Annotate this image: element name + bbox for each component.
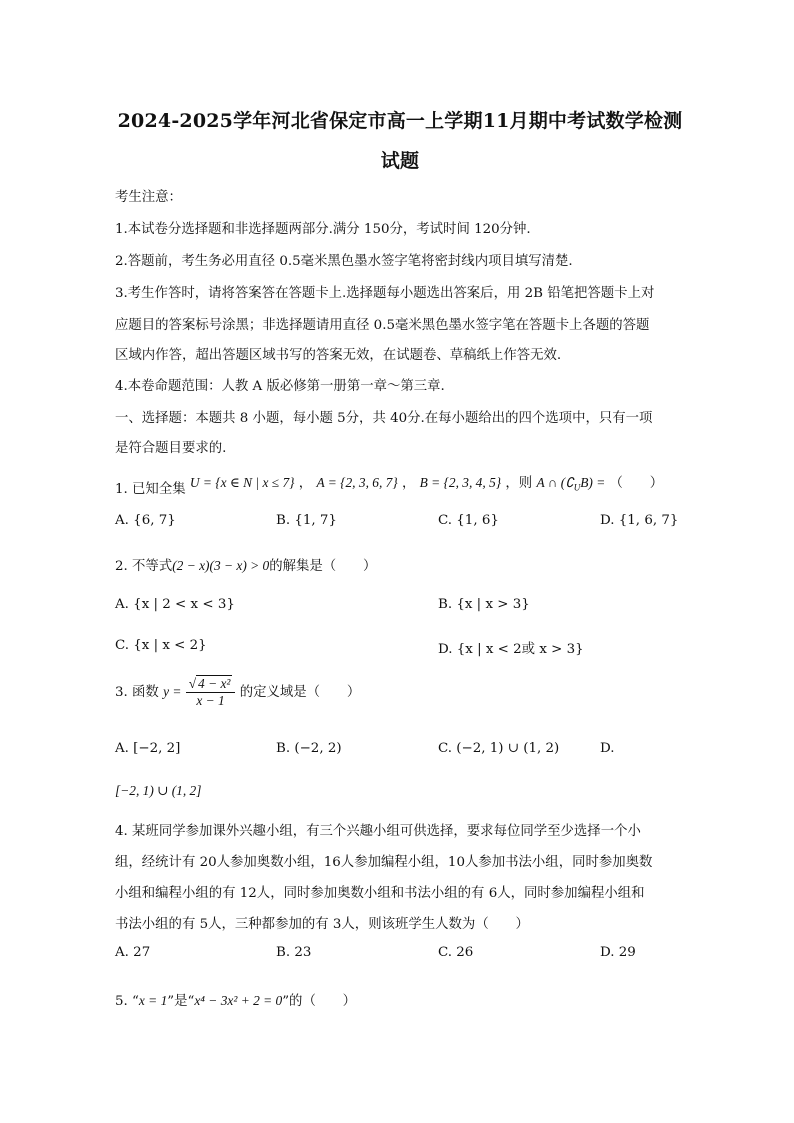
q1-set-b: B = {2, 3, 4, 5} bbox=[419, 475, 502, 490]
q2-prefix: 2. 不等式 bbox=[115, 559, 173, 574]
q1-option-c: C. {1, 6} bbox=[438, 513, 499, 528]
q3-option-a: A. [−2, 2] bbox=[115, 741, 181, 756]
q3-numerator: √ 4 − x² bbox=[186, 676, 236, 693]
q2-suffix: 的解集是（ ） bbox=[269, 559, 377, 574]
question-5 bbox=[115, 990, 356, 1009]
q1-universal-set: U = {x ∈ N | x ≤ 7} bbox=[189, 475, 295, 490]
q3-y: y = bbox=[163, 684, 182, 699]
q5-suffix: ”的（ ） bbox=[282, 994, 357, 1009]
q4-option-d: D. 29 bbox=[600, 945, 636, 960]
q3-suffix: 的定义域是（ ） bbox=[239, 685, 361, 700]
q1-option-d: D. {1, 6, 7} bbox=[600, 513, 679, 528]
q1-expression: A ∩ (∁ bbox=[536, 475, 574, 490]
q1-option-a: A. {6, 7} bbox=[115, 513, 176, 528]
note-1: 1.本试卷分选择题和非选择题两部分.满分 150分，考试时间 120分钟. bbox=[115, 222, 531, 237]
note-3: 3.考生作答时，请将答案答在答题卡上.选择题每小题选出答案后，用 2B 铅笔把答题卡上对 bbox=[115, 286, 655, 301]
q3-option-b: B. (−2, 2) bbox=[276, 741, 342, 756]
q2-option-a: A. {x | 2 < x < 3} bbox=[115, 597, 235, 612]
question-4-line2: 组，经统计有 20人参加奥数小组，16人参加编程小组，10人参加书法小组，同时参加奥数 bbox=[115, 855, 653, 870]
note-4: 4.本卷命题范围：人教 A 版必修第一册第一章～第三章. bbox=[115, 379, 445, 394]
note-3-cont2: 区域内作答，超出答题区域书写的答案无效，在试题卷、草稿纸上作答无效. bbox=[115, 348, 562, 363]
q3-radicand: 4 − x² bbox=[198, 676, 231, 691]
note-3-cont: 应题目的答案标号涂黑；非选择题请用直径 0.5毫米黑色墨水签字笔在答题卡上各题的答题 bbox=[115, 318, 650, 333]
q1-comma2: ， bbox=[401, 476, 416, 491]
q1-comma: ， bbox=[298, 476, 313, 491]
section-heading-cont: 是符合题目要求的. bbox=[115, 441, 227, 456]
q1-complement-sub: U bbox=[573, 482, 581, 493]
question-1 bbox=[115, 472, 664, 497]
q4-option-c: C. 26 bbox=[438, 945, 474, 960]
q3-option-c: C. (−2, 1) ∪ (1, 2) bbox=[438, 741, 560, 756]
question-2 bbox=[115, 555, 376, 574]
q3-option-d: D. bbox=[600, 741, 615, 756]
q3-denominator: x − 1 bbox=[196, 693, 225, 708]
q1-then: ，则 bbox=[505, 476, 533, 491]
q5-equation: x⁴ − 3x² + 2 = 0 bbox=[194, 993, 283, 1008]
q2-option-c: C. {x | x < 2} bbox=[115, 638, 207, 653]
q5-mid: ”是“ bbox=[167, 994, 195, 1009]
question-4-line4: 书法小组的有 5人，三种都参加的有 3人，则该班学生人数为（ ） bbox=[115, 917, 529, 932]
q5-prefix: 5. “ bbox=[115, 994, 139, 1009]
notice-heading: 考生注意： bbox=[115, 190, 182, 205]
exam-title-line1: 2024-2025学年河北省保定市高一上学期11月期中考试数学检测 bbox=[117, 110, 683, 132]
question-4-line3: 小组和编程小组的有 12人，同时参加奥数小组和书法小组的有 6人，同时参加编程小组和 bbox=[115, 886, 645, 901]
q3-option-d-value: [−2, 1) ∪ (1, 2] bbox=[115, 783, 202, 798]
q1-prefix: 1. 已知全集 bbox=[115, 482, 186, 497]
q2-option-d: D. {x | x < 2或 x > 3} bbox=[438, 642, 584, 657]
q5-condition: x = 1 bbox=[138, 993, 168, 1008]
note-2: 2.答题前，考生务必用直径 0.5毫米黑色墨水签字笔将密封线内项目填写清楚. bbox=[115, 254, 573, 269]
exam-title-line2: 试题 bbox=[380, 150, 420, 172]
q3-prefix: 3. 函数 bbox=[115, 685, 159, 700]
q1-option-b: B. {1, 7} bbox=[276, 513, 337, 528]
question-3 bbox=[115, 676, 360, 709]
q2-option-b: B. {x | x > 3} bbox=[438, 597, 530, 612]
q3-fraction bbox=[186, 676, 236, 709]
q1-expression-end: B) = bbox=[580, 475, 606, 490]
q1-set-a: A = {2, 3, 6, 7} bbox=[316, 475, 398, 490]
q4-option-b: B. 23 bbox=[276, 945, 312, 960]
section-heading: 一、选择题：本题共 8 小题，每小题 5分，共 40分.在每小题给出的四个选项中，只有一项 bbox=[115, 411, 653, 426]
q2-inequality: (2 − x)(3 − x) > 0 bbox=[172, 558, 270, 573]
q4-option-a: A. 27 bbox=[115, 945, 151, 960]
q1-answer-blank: （ ） bbox=[609, 476, 664, 491]
question-4-line1: 4. 某班同学参加课外兴趣小组，有三个兴趣小组可供选择，要求每位同学至少选择一个小 bbox=[115, 824, 641, 839]
